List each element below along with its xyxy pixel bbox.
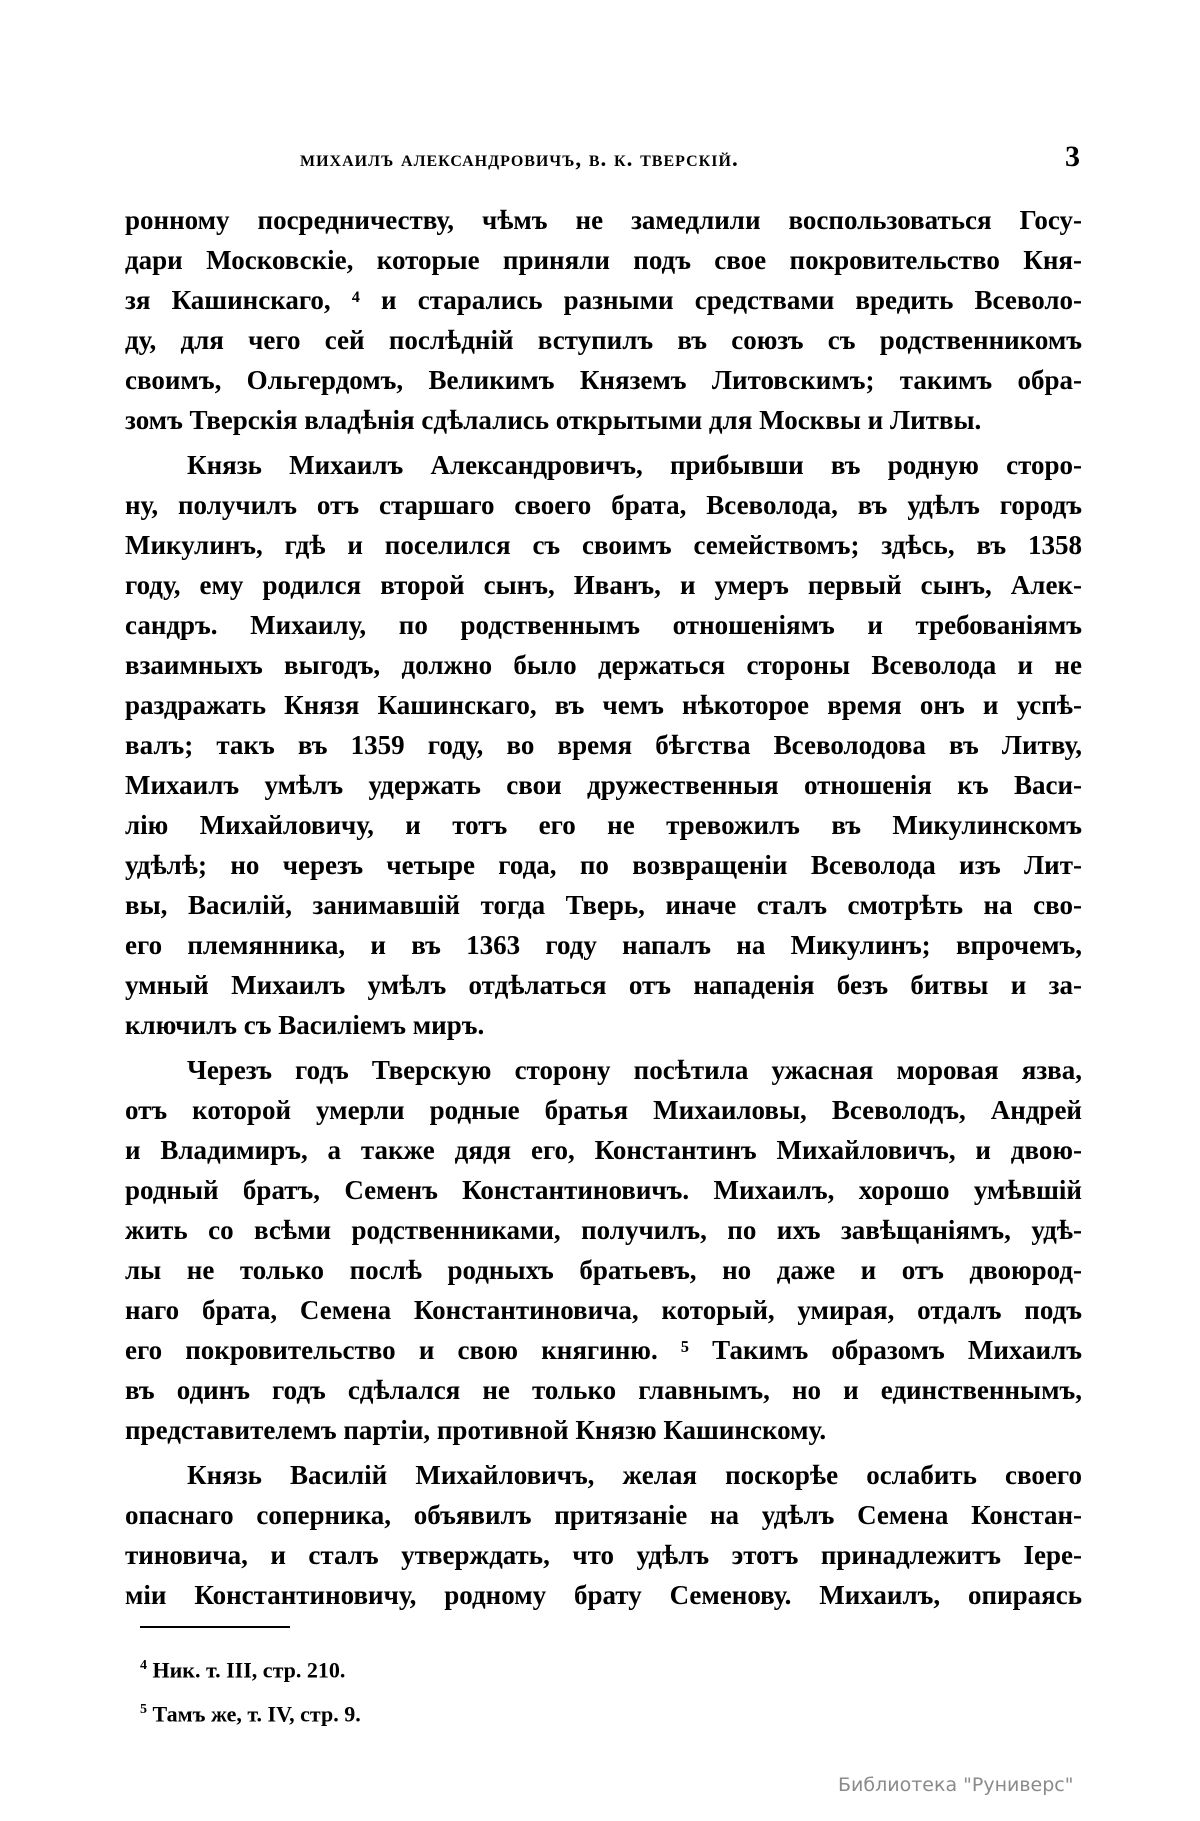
- footnote-text: Тамъ же, т. IV, стр. 9.: [152, 1701, 361, 1727]
- text-line: умный Михаилъ умѣлъ отдѣлаться отъ нападенія безъ битвы и за-: [125, 970, 1082, 1000]
- text-line: Михаилъ умѣлъ удержать свои дружественныя отношенія къ Васи-: [125, 770, 1082, 800]
- text-line: міи Константиновичу, родному брату Семенову. Михаилъ, опираясь: [125, 1580, 1082, 1610]
- text-line: Микулинъ, гдѣ и поселился съ своимъ семействомъ; здѣсь, въ 1358: [125, 530, 1082, 560]
- paragraph: [125, 200, 1082, 440]
- text-line: его племянника, и въ 1363 году напалъ на Микулинъ; впрочемъ,: [125, 930, 1082, 960]
- text-line: ронному посредничеству, чѣмъ не замедлили воспользоваться Госу-: [125, 205, 1082, 235]
- page-header: [125, 140, 1082, 182]
- text-line: лы не только послѣ родныхъ братьевъ, но даже и отъ двоюрод-: [125, 1255, 1082, 1285]
- text-line: тиновича, и сталъ утверждать, что удѣлъ этотъ принадлежитъ Іере-: [125, 1540, 1082, 1570]
- text-line: Князь Василій Михайловичъ, желая поскорѣе ослабить своего: [187, 1460, 1082, 1490]
- text-line: опаснаго соперника, объявилъ притязаніе на удѣлъ Семена Констан-: [125, 1500, 1082, 1530]
- body-text: [125, 200, 1082, 1620]
- text-line: отъ которой умерли родные братья Михаиловы, Всеволодъ, Андрей: [125, 1095, 1082, 1125]
- text-line: жить со всѣми родственниками, получилъ, по ихъ завѣщаніямъ, удѣ-: [125, 1215, 1082, 1245]
- text-line: ну, получилъ отъ старшаго своего брата, Всеволода, въ удѣлъ городъ: [125, 490, 1082, 520]
- footnote-mark: 5: [140, 1702, 147, 1718]
- text-line: дари Московскіе, которые приняли подъ свое покровительство Кня-: [125, 245, 1082, 275]
- footnote-mark: 4: [140, 1658, 147, 1673]
- paragraph: [125, 1050, 1082, 1450]
- text-line: наго брата, Семена Константиновича, который, умирая, отдалъ подъ: [125, 1295, 1082, 1325]
- text-line: ключилъ съ Василіемъ миръ.: [125, 1010, 485, 1040]
- text-line: сандръ. Михаилу, по родственнымъ отношеніямъ и требованіямъ: [125, 610, 1082, 640]
- text-line: Черезъ годъ Тверскую сторону посѣтила ужасная моровая язва,: [187, 1055, 1082, 1085]
- text-line: и Владимиръ, а также дядя его, Константинъ Михайловичъ, и двою-: [125, 1135, 1082, 1165]
- text-line: году, ему родился второй сынъ, Иванъ, и умеръ первый сынъ, Алек-: [125, 570, 1082, 600]
- footnotes: [140, 1646, 361, 1735]
- library-watermark: Библиотека "Руниверс": [838, 1774, 1074, 1796]
- text-line: Князь Михаилъ Александровичъ, прибывши въ родную сторо-: [187, 450, 1082, 480]
- text-line: представителемъ партіи, противной Князю Кашинскому.: [125, 1415, 827, 1445]
- footnote-divider: [140, 1626, 290, 1628]
- text-line: взаимныхъ выгодъ, должно было держаться стороны Всеволода и не: [125, 650, 1082, 680]
- text-line: родный братъ, Семенъ Константиновичъ. Михаилъ, хорошо умѣвшій: [125, 1175, 1082, 1205]
- footnote: [140, 1690, 361, 1734]
- text-line: своимъ, Ольгердомъ, Великимъ Княземъ Литовскимъ; такимъ обра-: [125, 365, 1082, 395]
- paragraph: [125, 1455, 1082, 1615]
- text-line: его покровительство и свою княгиню. ⁵ Такимъ образомъ Михаилъ: [125, 1335, 1082, 1365]
- text-line: удѣлѣ; но черезъ четыре года, по возвращеніи Всеволода изъ Лит-: [125, 850, 1082, 880]
- text-line: зя Кашинскаго, ⁴ и старались разными средствами вредить Всеволо-: [125, 285, 1082, 315]
- footnote-text: Ник. т. III, стр. 210.: [152, 1657, 346, 1683]
- text-line: валъ; такъ въ 1359 году, во время бѣгства Всеволодова въ Литву,: [125, 730, 1082, 760]
- text-line: ду, для чего сей послѣдній вступилъ въ союзъ съ родственникомъ: [125, 325, 1082, 355]
- text-line: зомъ Тверскія владѣнія сдѣлались открытыми для Москвы и Литвы.: [125, 405, 982, 435]
- footnote: [140, 1646, 361, 1690]
- text-line: въ одинъ годъ сдѣлался не только главнымъ, но и единственнымъ,: [125, 1375, 1082, 1405]
- text-line: вы, Василій, занимавшій тогда Тверь, иначе сталъ смотрѣть на сво-: [125, 890, 1082, 920]
- text-line: раздражать Князя Кашинскаго, въ чемъ нѣкоторое время онъ и успѣ-: [125, 690, 1082, 720]
- running-title: михаилъ александровичъ, в. к. тверскій.: [300, 146, 739, 171]
- paragraph: [125, 445, 1082, 1045]
- page-number: 3: [1065, 140, 1080, 173]
- text-line: лію Михайловичу, и тотъ его не тревожилъ въ Микулинскомъ: [125, 810, 1082, 840]
